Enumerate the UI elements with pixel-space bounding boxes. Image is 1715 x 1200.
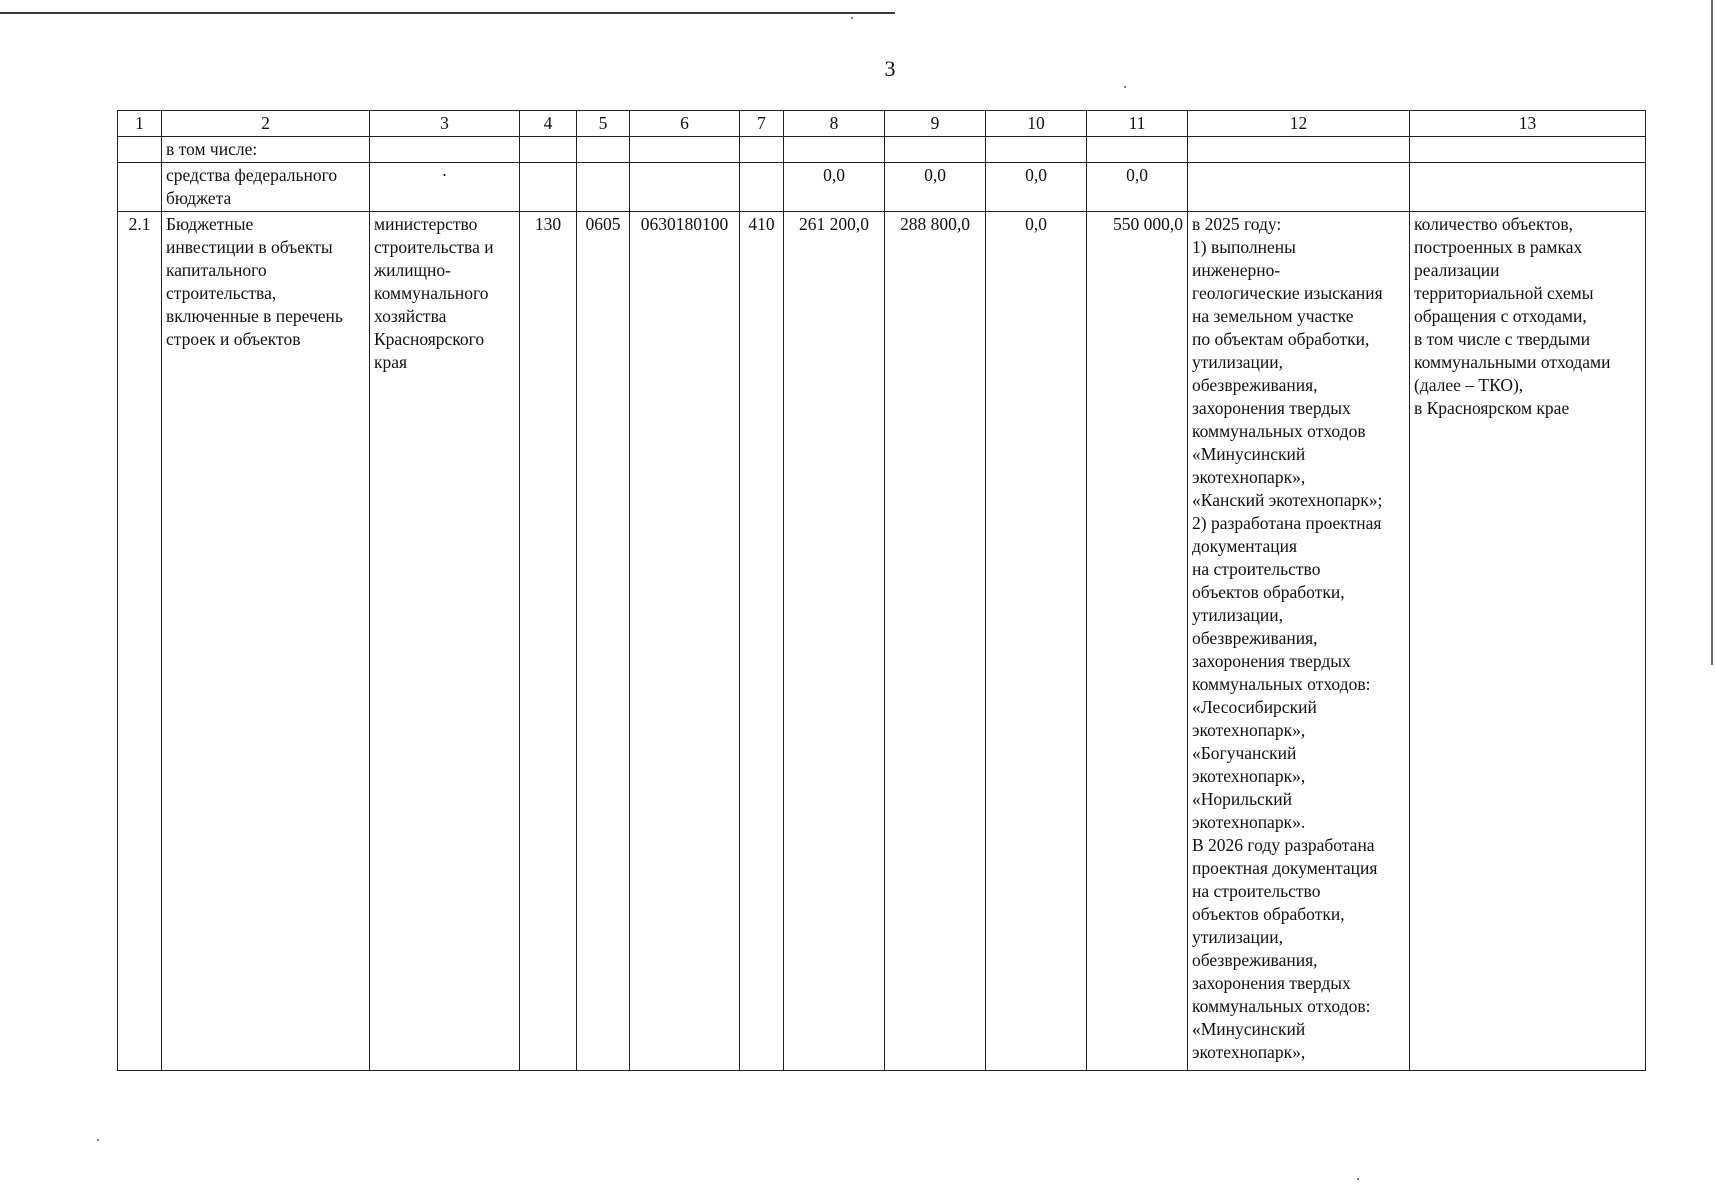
cell-csr — [630, 137, 740, 163]
header-cell: 13 — [1410, 111, 1646, 137]
cell-grbs — [520, 137, 577, 163]
cell-total: 550 000,0 — [1087, 212, 1188, 1071]
cell-executor: · — [370, 163, 520, 212]
cell-vr — [740, 137, 784, 163]
cell-year1 — [784, 137, 885, 163]
cell-year1: 261 200,0 — [784, 212, 885, 1071]
header-cell: 4 — [520, 111, 577, 137]
cell-year2 — [885, 137, 986, 163]
cell-num — [118, 137, 162, 163]
cell-year3: 0,0 — [986, 212, 1087, 1071]
scan-edge-right — [1711, 0, 1713, 665]
header-cell: 8 — [784, 111, 885, 137]
scan-speck — [97, 1139, 99, 1141]
cell-name: Бюджетные инвестиции в объекты капитального строительства, включенные в перечень строек и объектов — [162, 212, 370, 1071]
header-cell: 6 — [630, 111, 740, 137]
cell-total: 0,0 — [1087, 163, 1188, 212]
cell-name: в том числе: — [162, 137, 370, 163]
cell-vr — [740, 163, 784, 212]
cell-grbs: 130 — [520, 212, 577, 1071]
scan-speck — [1124, 86, 1126, 88]
header-cell: 11 — [1087, 111, 1188, 137]
header-cell: 3 — [370, 111, 520, 137]
cell-result: в 2025 году: 1) выполнены инженерно- геологические изыскания на земельном участке по объектам обработки, утилизации, обезвреживания, захоронения твердых коммунальных отходов «Минусинский экотехнопарк», «Канский экотехнопарк»; 2) разработана проектная документация на строительство объектов обработки, утилизации, обезвреживания, захоронения твердых коммунальных отходов: «Лесосибирский экотехнопарк», «Богучанский экотехнопарк», «Норильский экотехнопарк». В 2026 году разработана проектная документация на строительство объектов обработки, утилизации, обезвреживания, захоронения твердых коммунальных отходов: «Минусинский экотехнопарк», — [1188, 212, 1410, 1071]
table-row-federal-budget — [118, 163, 1646, 212]
header-cell: 5 — [577, 111, 630, 137]
cell-csr — [630, 163, 740, 212]
cell-result — [1188, 137, 1410, 163]
cell-year2: 0,0 — [885, 163, 986, 212]
cell-executor: министерство строительства и жилищно- коммунального хозяйства Красноярского края — [370, 212, 520, 1071]
header-row — [118, 111, 1646, 137]
cell-result — [1188, 163, 1410, 212]
header-cell: 10 — [986, 111, 1087, 137]
cell-year3 — [986, 137, 1087, 163]
table-row-2-1 — [118, 212, 1646, 1071]
cell-year3: 0,0 — [986, 163, 1087, 212]
cell-year2: 288 800,0 — [885, 212, 986, 1071]
table-row-including — [118, 137, 1646, 163]
header-cell: 2 — [162, 111, 370, 137]
scan-speck — [1357, 1178, 1359, 1180]
cell-indicator — [1410, 163, 1646, 212]
cell-grbs — [520, 163, 577, 212]
header-cell: 1 — [118, 111, 162, 137]
cell-total — [1087, 137, 1188, 163]
cell-rzpr — [577, 163, 630, 212]
page-number: 3 — [884, 56, 896, 81]
header-cell: 9 — [885, 111, 986, 137]
cell-name: средства федерального бюджета — [162, 163, 370, 212]
cell-rzpr — [577, 137, 630, 163]
cell-executor — [370, 137, 520, 163]
cell-year1: 0,0 — [784, 163, 885, 212]
cell-rzpr: 0605 — [577, 212, 630, 1071]
header-cell: 12 — [1188, 111, 1410, 137]
scan-speck — [851, 17, 853, 19]
cell-indicator — [1410, 137, 1646, 163]
cell-vr: 410 — [740, 212, 784, 1071]
header-cell: 7 — [740, 111, 784, 137]
cell-num: 2.1 — [118, 212, 162, 1071]
cell-indicator: количество объектов, построенных в рамках реализации территориальной схемы обращения с отходами, в том числе с твердыми коммунальными отходами (далее – ТКО), в Красноярском крае — [1410, 212, 1646, 1071]
scan-edge-top — [0, 12, 895, 14]
cell-csr: 0630180100 — [630, 212, 740, 1071]
cell-num — [118, 163, 162, 212]
budget-table — [117, 110, 1646, 1071]
